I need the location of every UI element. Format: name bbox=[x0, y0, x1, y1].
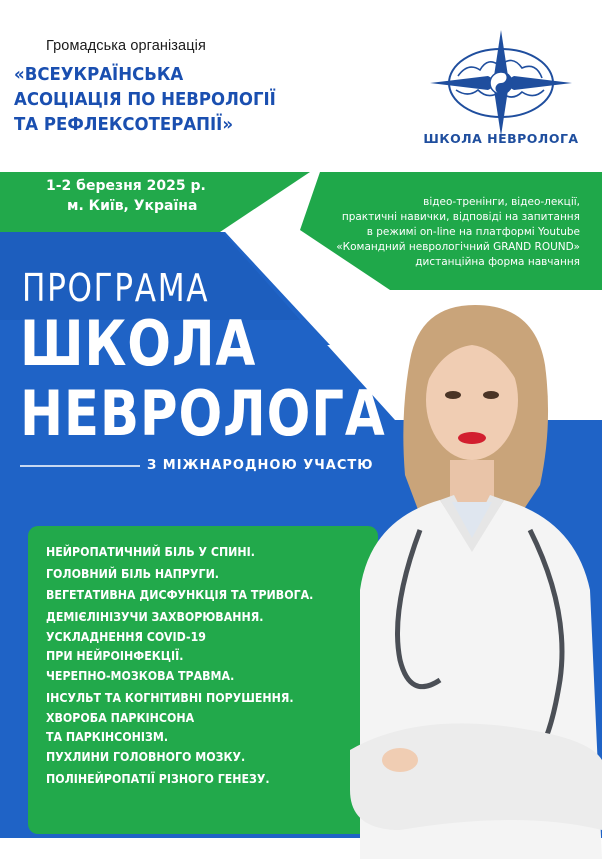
info-line: дистанційна форма навчання bbox=[415, 256, 580, 268]
organization-name bbox=[14, 62, 318, 137]
list-item: НЕЙРОПАТИЧНИЙ БІЛЬ У СПИНІ. bbox=[46, 545, 255, 559]
organization-name-line: «ВСЕУКРАЇНСЬКА bbox=[14, 64, 184, 85]
info-line: практичні навички, відповіді на запитання bbox=[341, 211, 580, 223]
list-item: ПУХЛИНИ ГОЛОВНОГО МОЗКУ. bbox=[46, 750, 246, 764]
info-line: в режимі on-line на платформі Youtube bbox=[366, 226, 580, 238]
list-item: ГОЛОВНИЙ БІЛЬ НАПРУГИ. bbox=[46, 566, 220, 581]
list-item: ПОЛІНЕЙРОПАТІЇ РІЗНОГО ГЕНЕЗУ. bbox=[46, 771, 270, 786]
event-place: м. Київ, Україна bbox=[67, 198, 198, 214]
program-heading: ПРОГРАМА bbox=[22, 266, 210, 310]
organization-name-line: АСОЦІАЦІЯ ПО НЕВРОЛОГІЇ bbox=[14, 89, 276, 110]
organization-name-line: ТА РЕФЛЕКСОТЕРАПІЇ» bbox=[14, 114, 234, 135]
info-block bbox=[300, 195, 580, 270]
list-item: ПРИ НЕЙРОІНФЕКЦІЇ. bbox=[46, 649, 184, 663]
title-line-neurologist: НЕВРОЛОГА bbox=[20, 377, 386, 450]
list-item: ІНСУЛЬТ ТА КОГНІТИВНІ ПОРУШЕННЯ. bbox=[46, 690, 294, 705]
info-line: відео-тренінги, відео-лекції, bbox=[423, 196, 580, 208]
list-item: ВЕГЕТАТИВНА ДИСФУНКЦІЯ ТА ТРИВОГА. bbox=[46, 588, 314, 602]
event-date: 1-2 березня 2025 р. bbox=[46, 178, 206, 194]
organization-subtitle: Громадська організація bbox=[46, 38, 206, 54]
list-item: УСКЛАДНЕННЯ COVID-19 bbox=[46, 630, 206, 644]
info-line: «Командний неврологічний GRAND ROUND» bbox=[336, 241, 580, 253]
title-line-school: ШКОЛА bbox=[20, 307, 257, 380]
list-item: ДЕМІЄЛІНІЗУЧИ ЗАХВОРЮВАННЯ. bbox=[46, 609, 264, 624]
topics-list bbox=[46, 542, 350, 790]
list-item: ХВОРОБА ПАРКІНСОНА bbox=[46, 711, 195, 725]
doctor-illustration bbox=[340, 290, 602, 859]
list-item: ЧЕРЕПНО-МОЗКОВА ТРАВМА. bbox=[46, 669, 235, 683]
international-participation-label: З МІЖНАРОДНОЮ УЧАСТЮ bbox=[147, 458, 374, 473]
logo-caption: ШКОЛА НЕВРОЛОГА bbox=[423, 131, 579, 146]
list-item: ТА ПАРКІНСОНІЗМ. bbox=[46, 730, 169, 744]
